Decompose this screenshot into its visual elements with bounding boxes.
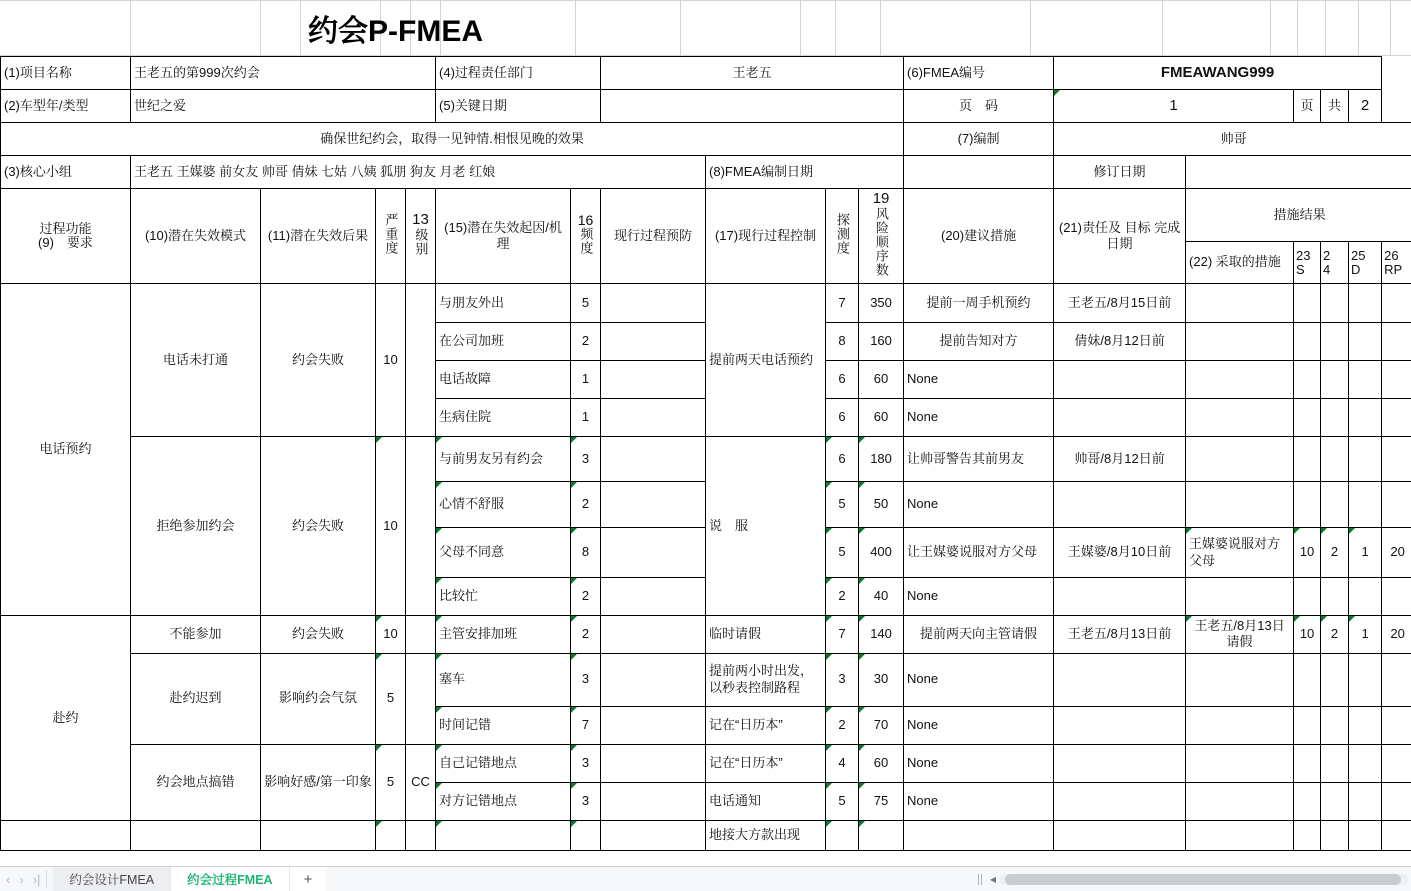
value-page[interactable]: 1: [1054, 90, 1294, 123]
value-core-team[interactable]: 王老五 王媒婆 前女友 帅哥 倩妹 七姑 八姨 狐朋 狗友 月老 红娘: [131, 156, 706, 189]
cell-failure-cause[interactable]: 与朋友外出: [436, 284, 571, 323]
cell-result-o[interactable]: 2: [1321, 528, 1349, 578]
cell-class[interactable]: [406, 653, 436, 744]
sheet-tab-design-fmea[interactable]: 约会设计FMEA: [53, 867, 171, 891]
cell-prevention[interactable]: [601, 284, 706, 323]
cell-prevention[interactable]: [601, 782, 706, 820]
cell-responsibility[interactable]: 王老五/8月13日前: [1054, 616, 1186, 654]
value-purpose[interactable]: 确保世纪约会，取得一见钟情.相恨见晚的效果: [1, 123, 904, 156]
cell-prevention[interactable]: [601, 744, 706, 782]
cell-result-rp[interactable]: [1382, 820, 1411, 850]
value-prepared-by[interactable]: 帅哥: [1054, 123, 1411, 156]
cell-process-function[interactable]: 赴约: [1, 616, 131, 821]
value-key-date[interactable]: [601, 90, 904, 123]
cell-control[interactable]: 电话通知: [706, 782, 826, 820]
horizontal-scrollbar[interactable]: [326, 867, 1411, 891]
label-page-of: 页: [1294, 90, 1321, 123]
cell-responsibility[interactable]: [1054, 578, 1186, 616]
cell-recommended-action[interactable]: None: [904, 653, 1054, 706]
cell-rpn[interactable]: 350: [859, 284, 904, 323]
nav-prev-icon[interactable]: ‹: [6, 871, 11, 887]
cell-occurrence[interactable]: 3: [571, 782, 601, 820]
cell-occurrence[interactable]: 1: [571, 399, 601, 437]
cell-control[interactable]: 提前两天电话预约: [706, 284, 826, 437]
cell-result-o[interactable]: [1321, 578, 1349, 616]
col-failure-mode: (10)潜在失效模式: [131, 189, 261, 284]
cell-recommended-action[interactable]: None: [904, 706, 1054, 744]
cell-result-o[interactable]: 2: [1321, 616, 1349, 654]
col-result-rpn: 26 RP: [1382, 242, 1411, 284]
cell-result-rp[interactable]: [1382, 653, 1411, 706]
cell-result-rp[interactable]: [1382, 284, 1411, 323]
cell-detection[interactable]: 4: [826, 744, 859, 782]
cell-result-s[interactable]: [1294, 706, 1321, 744]
cell-result-rp[interactable]: [1382, 706, 1411, 744]
cell-recommended-action[interactable]: 提前一周手机预约: [904, 284, 1054, 323]
cell-result-s[interactable]: [1294, 578, 1321, 616]
col-failure-cause: (15)潜在失效起因/机理: [436, 189, 571, 284]
nav-separator: [46, 870, 47, 888]
cell-prevention[interactable]: [601, 653, 706, 706]
cell-prevention[interactable]: [601, 578, 706, 616]
cell-recommended-action[interactable]: [904, 820, 1054, 850]
cell-prevention[interactable]: [601, 706, 706, 744]
cell-actions-taken[interactable]: [1186, 399, 1294, 437]
cell-result-s[interactable]: 10: [1294, 616, 1321, 654]
cell-result-o[interactable]: [1321, 706, 1349, 744]
cell-result-d[interactable]: [1349, 361, 1382, 399]
cell-result-rp[interactable]: [1382, 323, 1411, 361]
cell-result-rp[interactable]: [1382, 437, 1411, 482]
value-fmea-date[interactable]: [904, 156, 1054, 189]
cell-detection[interactable]: 5: [826, 528, 859, 578]
cell-result-s[interactable]: [1294, 323, 1321, 361]
cell-detection[interactable]: 6: [826, 361, 859, 399]
cell-result-o[interactable]: [1321, 820, 1349, 850]
cell-control[interactable]: 提前两小时出发，以秒表控制路程: [706, 653, 826, 706]
cell-responsibility[interactable]: [1054, 820, 1186, 850]
col-action-results: 措施结果: [1186, 189, 1411, 242]
cell-responsibility[interactable]: 王老五/8月15日前: [1054, 284, 1186, 323]
cell-responsibility[interactable]: [1054, 744, 1186, 782]
cell-actions-taken[interactable]: [1186, 706, 1294, 744]
label-process-dept: (4)过程责任部门: [436, 57, 601, 90]
cell-class[interactable]: [406, 820, 436, 850]
cell-recommended-action[interactable]: None: [904, 744, 1054, 782]
label-project-name: (1)项目名称: [1, 57, 131, 90]
cell-result-d[interactable]: 1: [1349, 528, 1382, 578]
page-title-text: 约会P-FMEA: [308, 15, 483, 48]
cell-result-rp[interactable]: [1382, 399, 1411, 437]
cell-failure-effect[interactable]: 约会失败: [261, 437, 376, 616]
cell-responsibility[interactable]: 王媒婆/8月10日前: [1054, 528, 1186, 578]
cell-responsibility[interactable]: [1054, 361, 1186, 399]
cell-detection[interactable]: 7: [826, 284, 859, 323]
cell-severity[interactable]: 5: [376, 653, 406, 744]
col-result-detection: 25 D: [1349, 242, 1382, 284]
label-key-date: (5)关键日期: [436, 90, 601, 123]
cell-failure-cause[interactable]: 主管安排加班: [436, 616, 571, 654]
page-title: [0, 0, 1411, 56]
cell-actions-taken[interactable]: 王媒婆说服对方父母: [1186, 528, 1294, 578]
cell-result-o[interactable]: [1321, 437, 1349, 482]
cell-result-d[interactable]: [1349, 284, 1382, 323]
cell-result-s[interactable]: [1294, 437, 1321, 482]
cell-occurrence[interactable]: 2: [571, 482, 601, 528]
cell-failure-mode[interactable]: 不能参加: [131, 616, 261, 654]
cell-failure-cause[interactable]: 时间记错: [436, 706, 571, 744]
cell-result-o[interactable]: [1321, 284, 1349, 323]
cell-failure-cause[interactable]: [436, 820, 571, 850]
cell-rpn[interactable]: 160: [859, 323, 904, 361]
cell-result-s[interactable]: [1294, 284, 1321, 323]
cell-process-function[interactable]: 电话预约: [1, 284, 131, 616]
cell-failure-effect[interactable]: [261, 820, 376, 850]
col-failure-effect: (11)潜在失效后果: [261, 189, 376, 284]
cell-detection[interactable]: 3: [826, 653, 859, 706]
cell-rpn[interactable]: 70: [859, 706, 904, 744]
label-total: 共: [1321, 90, 1349, 123]
value-process-dept[interactable]: 王老五: [601, 57, 904, 90]
scroll-left-icon[interactable]: ◀: [989, 874, 996, 884]
cell-prevention[interactable]: [601, 361, 706, 399]
cell-failure-cause[interactable]: 塞车: [436, 653, 571, 706]
cell-prevention[interactable]: [601, 399, 706, 437]
cell-actions-taken[interactable]: [1186, 782, 1294, 820]
label-revision-date: 修订日期: [1054, 156, 1186, 189]
cell-severity[interactable]: 10: [376, 437, 406, 616]
col-result-severity: 23 S: [1294, 242, 1321, 284]
cell-failure-mode[interactable]: 约会地点搞错: [131, 744, 261, 820]
cell-rpn[interactable]: 75: [859, 782, 904, 820]
cell-failure-mode[interactable]: 电话未打通: [131, 284, 261, 437]
cell-result-o[interactable]: [1321, 782, 1349, 820]
cell-result-d[interactable]: [1349, 744, 1382, 782]
cell-result-s[interactable]: [1294, 399, 1321, 437]
label-model-year: (2)车型年/类型: [1, 90, 131, 123]
cell-severity[interactable]: 5: [376, 744, 406, 820]
cell-failure-effect[interactable]: 约会失败: [261, 284, 376, 437]
cell-result-s[interactable]: [1294, 782, 1321, 820]
col-detection: 探测度: [826, 189, 859, 284]
cell-result-d[interactable]: [1349, 437, 1382, 482]
cell-failure-effect[interactable]: 约会失败: [261, 616, 376, 654]
cell-result-s[interactable]: [1294, 820, 1321, 850]
cell-responsibility[interactable]: [1054, 782, 1186, 820]
cell-result-d[interactable]: [1349, 706, 1382, 744]
cell-failure-effect[interactable]: 影响好感/第一印象: [261, 744, 376, 820]
add-sheet-button[interactable]: +: [290, 867, 327, 891]
cell-prevention[interactable]: [601, 323, 706, 361]
cell-result-rp[interactable]: [1382, 782, 1411, 820]
cell-rpn[interactable]: 40: [859, 578, 904, 616]
cell-recommended-action[interactable]: 提前告知对方: [904, 323, 1054, 361]
cell-occurrence[interactable]: 5: [571, 284, 601, 323]
value-model-year[interactable]: 世纪之爱: [131, 90, 436, 123]
cell-class[interactable]: CC: [406, 744, 436, 820]
fmea-table: [0, 56, 1411, 851]
cell-result-s[interactable]: [1294, 482, 1321, 528]
cell-actions-taken[interactable]: [1186, 284, 1294, 323]
label-fmea-no: (6)FMEA编号: [904, 57, 1054, 90]
cell-result-d[interactable]: 1: [1349, 616, 1382, 654]
cell-responsibility[interactable]: [1054, 653, 1186, 706]
cell-occurrence[interactable]: 2: [571, 616, 601, 654]
cell-result-d[interactable]: [1349, 482, 1382, 528]
cell-result-rp[interactable]: [1382, 744, 1411, 782]
cell-rpn[interactable]: 60: [859, 361, 904, 399]
label-prepared-by: (7)编制: [904, 123, 1054, 156]
cell-result-s[interactable]: [1294, 653, 1321, 706]
cell-result-rp[interactable]: [1382, 578, 1411, 616]
nav-next-icon[interactable]: ›: [19, 871, 24, 887]
cell-failure-cause[interactable]: 电话故障: [436, 361, 571, 399]
col-control: (17)现行过程控制: [706, 189, 826, 284]
cell-result-rp[interactable]: 20: [1382, 616, 1411, 654]
label-core-team: (3)核心小组: [1, 156, 131, 189]
col-prevention: 现行过程预防: [601, 189, 706, 284]
cell-actions-taken[interactable]: [1186, 820, 1294, 850]
cell-rpn[interactable]: 180: [859, 437, 904, 482]
cell-result-d[interactable]: [1349, 578, 1382, 616]
cell-occurrence[interactable]: 8: [571, 528, 601, 578]
cell-prevention[interactable]: [601, 482, 706, 528]
cell-occurrence[interactable]: 1: [571, 361, 601, 399]
cell-result-o[interactable]: [1321, 361, 1349, 399]
cell-result-d[interactable]: [1349, 323, 1382, 361]
cell-failure-effect[interactable]: 影响约会气氛: [261, 653, 376, 744]
col-responsibility: (21)责任及 目标 完成日期: [1054, 189, 1186, 284]
col-recommended-action: (20)建议措施: [904, 189, 1054, 284]
cell-rpn[interactable]: [859, 820, 904, 850]
cell-detection[interactable]: [826, 820, 859, 850]
cell-control[interactable]: 记在“日历本”: [706, 744, 826, 782]
cell-result-d[interactable]: [1349, 399, 1382, 437]
cell-result-rp[interactable]: [1382, 482, 1411, 528]
cell-occurrence[interactable]: 3: [571, 437, 601, 482]
value-fmea-no[interactable]: FMEAWANG999: [1054, 57, 1382, 90]
cell-failure-mode[interactable]: [131, 820, 261, 850]
cell-result-s[interactable]: [1294, 361, 1321, 399]
cell-recommended-action[interactable]: None: [904, 482, 1054, 528]
col-occurrence: 16 频度: [571, 189, 601, 284]
cell-failure-mode[interactable]: 赴约迟到: [131, 653, 261, 744]
scrollbar-split-handle[interactable]: [978, 874, 982, 885]
cell-responsibility[interactable]: 倩妹/8月12日前: [1054, 323, 1186, 361]
cell-failure-cause[interactable]: 比较忙: [436, 578, 571, 616]
cell-failure-cause[interactable]: 生病住院: [436, 399, 571, 437]
cell-process-function[interactable]: [1, 820, 131, 850]
cell-occurrence[interactable]: [571, 820, 601, 850]
cell-recommended-action[interactable]: None: [904, 578, 1054, 616]
cell-class[interactable]: [406, 437, 436, 616]
cell-recommended-action[interactable]: 让王媒婆说服对方父母: [904, 528, 1054, 578]
cell-result-s[interactable]: [1294, 744, 1321, 782]
cell-class[interactable]: [406, 616, 436, 654]
scrollbar-thumb[interactable]: [1005, 874, 1401, 885]
cell-actions-taken[interactable]: [1186, 437, 1294, 482]
sheet-tab-process-fmea[interactable]: 约会过程FMEA: [171, 867, 289, 891]
cell-actions-taken[interactable]: [1186, 323, 1294, 361]
cell-detection[interactable]: 6: [826, 437, 859, 482]
cell-result-d[interactable]: [1349, 820, 1382, 850]
cell-failure-cause[interactable]: 自己记错地点: [436, 744, 571, 782]
col-result-occurrence: 2 4: [1321, 242, 1349, 284]
col-class: 13 级别: [406, 189, 436, 284]
label-fmea-date: (8)FMEA编制日期: [706, 156, 904, 189]
col-actions-taken: (22) 采取的措施: [1186, 242, 1294, 284]
cell-failure-cause[interactable]: 父母不同意: [436, 528, 571, 578]
cell-detection[interactable]: 8: [826, 323, 859, 361]
cell-actions-taken[interactable]: [1186, 361, 1294, 399]
cell-detection[interactable]: 7: [826, 616, 859, 654]
cell-occurrence[interactable]: 3: [571, 653, 601, 706]
cell-occurrence[interactable]: 7: [571, 706, 601, 744]
cell-prevention[interactable]: [601, 616, 706, 654]
cell-recommended-action[interactable]: None: [904, 361, 1054, 399]
cell-prevention[interactable]: [601, 437, 706, 482]
cell-failure-cause[interactable]: 心情不舒服: [436, 482, 571, 528]
value-revision-date[interactable]: [1186, 156, 1411, 189]
cell-responsibility[interactable]: [1054, 482, 1186, 528]
cell-occurrence[interactable]: 3: [571, 744, 601, 782]
cell-class[interactable]: [406, 284, 436, 437]
cell-detection[interactable]: 2: [826, 706, 859, 744]
cell-result-d[interactable]: [1349, 782, 1382, 820]
cell-rpn[interactable]: 140: [859, 616, 904, 654]
value-total[interactable]: 2: [1349, 90, 1382, 123]
cell-responsibility[interactable]: 帅哥/8月12日前: [1054, 437, 1186, 482]
cell-responsibility[interactable]: [1054, 399, 1186, 437]
cell-recommended-action[interactable]: None: [904, 399, 1054, 437]
cell-rpn[interactable]: 60: [859, 399, 904, 437]
cell-detection[interactable]: 5: [826, 482, 859, 528]
cell-failure-mode[interactable]: 拒绝参加约会: [131, 437, 261, 616]
cell-control[interactable]: 说 服: [706, 437, 826, 616]
cell-actions-taken[interactable]: [1186, 653, 1294, 706]
cell-control[interactable]: 地接大方款出现: [706, 820, 826, 850]
col-process-function: 过程功能 (9) 要求: [1, 189, 131, 284]
cell-prevention[interactable]: [601, 528, 706, 578]
cell-rpn[interactable]: 30: [859, 653, 904, 706]
cell-result-o[interactable]: [1321, 744, 1349, 782]
cell-detection[interactable]: 6: [826, 399, 859, 437]
cell-rpn[interactable]: 60: [859, 744, 904, 782]
cell-severity[interactable]: [376, 820, 406, 850]
cell-detection[interactable]: 5: [826, 782, 859, 820]
cell-detection[interactable]: 2: [826, 578, 859, 616]
cell-result-rp[interactable]: [1382, 361, 1411, 399]
cell-failure-cause[interactable]: 在公司加班: [436, 323, 571, 361]
cell-result-d[interactable]: [1349, 653, 1382, 706]
cell-actions-taken[interactable]: [1186, 744, 1294, 782]
scrollbar-track[interactable]: [999, 874, 1409, 885]
cell-actions-taken[interactable]: [1186, 482, 1294, 528]
cell-result-s[interactable]: 10: [1294, 528, 1321, 578]
cell-prevention[interactable]: [601, 820, 706, 850]
cell-recommended-action[interactable]: 让帅哥警告其前男友: [904, 437, 1054, 482]
cell-result-o[interactable]: [1321, 323, 1349, 361]
cell-control[interactable]: 记在“日历本”: [706, 706, 826, 744]
col-severity: 严重度: [376, 189, 406, 284]
cell-responsibility[interactable]: [1054, 706, 1186, 744]
cell-recommended-action[interactable]: 提前两天向主管请假: [904, 616, 1054, 654]
cell-occurrence[interactable]: 2: [571, 578, 601, 616]
cell-recommended-action[interactable]: None: [904, 782, 1054, 820]
value-project-name[interactable]: 王老五的第999次约会: [131, 57, 436, 90]
cell-result-o[interactable]: [1321, 399, 1349, 437]
cell-severity[interactable]: 10: [376, 284, 406, 437]
label-page: 页 码: [904, 90, 1054, 123]
cell-rpn[interactable]: 50: [859, 482, 904, 528]
cell-failure-cause[interactable]: 与前男友另有约会: [436, 437, 571, 482]
sheet-nav-buttons: [0, 867, 44, 891]
nav-last-icon[interactable]: ›|: [32, 871, 41, 887]
cell-result-rp[interactable]: 20: [1382, 528, 1411, 578]
cell-rpn[interactable]: 400: [859, 528, 904, 578]
cell-failure-cause[interactable]: 对方记错地点: [436, 782, 571, 820]
col-rpn: 19 风险顺序数: [859, 189, 904, 284]
cell-actions-taken[interactable]: [1186, 578, 1294, 616]
cell-severity[interactable]: 10: [376, 616, 406, 654]
sheet-tab-bar: [0, 866, 1411, 891]
cell-result-o[interactable]: [1321, 482, 1349, 528]
cell-control[interactable]: 临时请假: [706, 616, 826, 654]
cell-result-o[interactable]: [1321, 653, 1349, 706]
cell-occurrence[interactable]: 2: [571, 323, 601, 361]
cell-actions-taken[interactable]: 王老五/8月13日请假: [1186, 616, 1294, 654]
